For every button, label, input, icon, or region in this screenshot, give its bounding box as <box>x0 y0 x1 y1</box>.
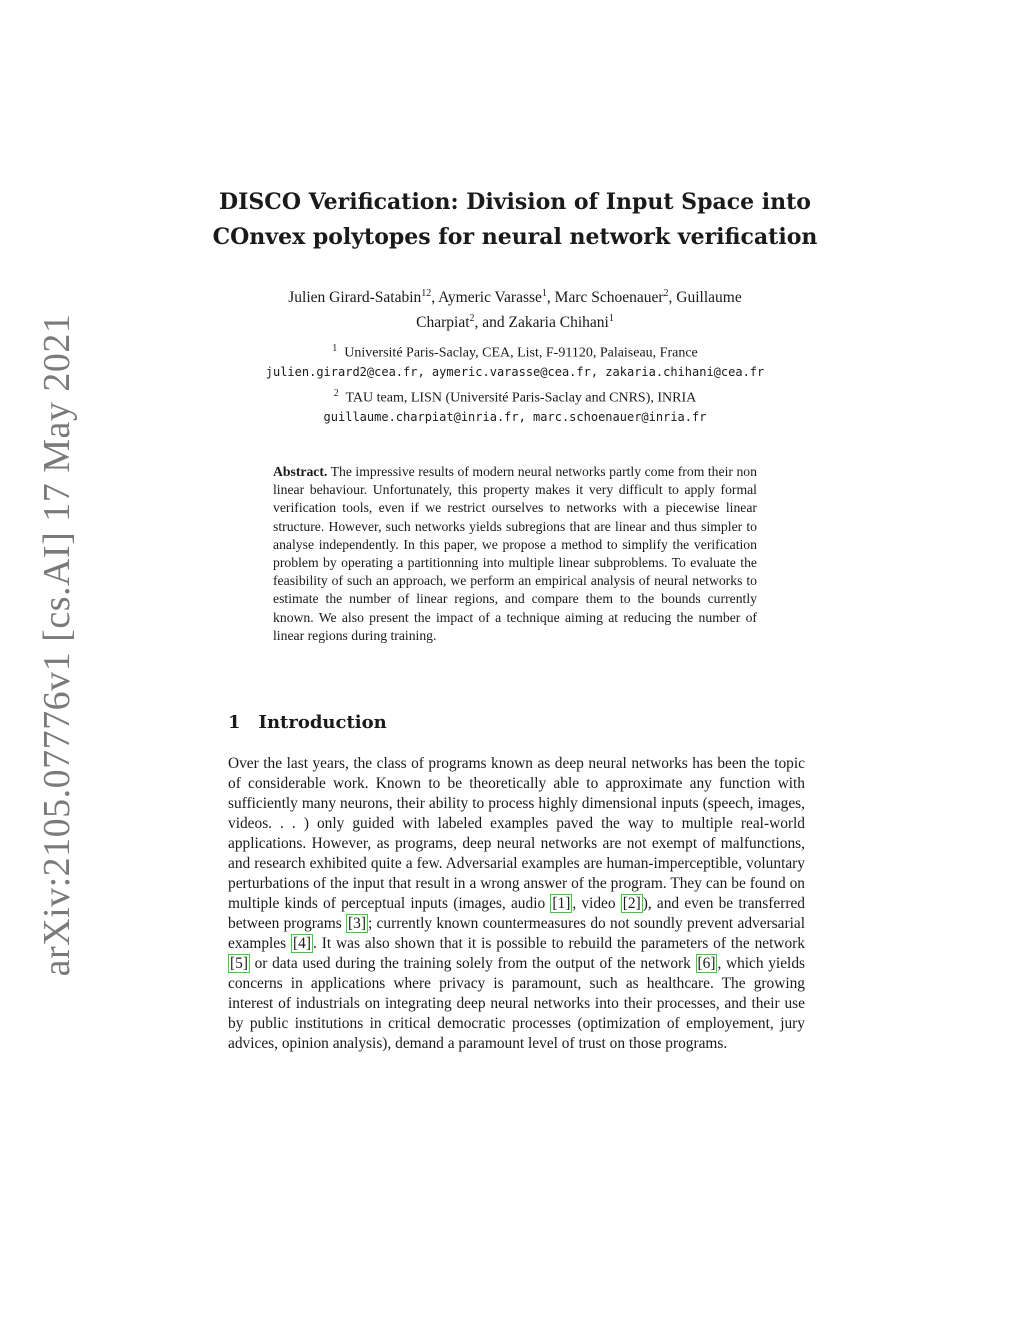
author-1-affil: 12 <box>421 288 432 299</box>
affiliation-1-marker: 1 <box>332 343 338 354</box>
affiliation-2-emails: guillaume.charpiat@inria.fr, marc.schoenauer@inria.fr <box>323 409 707 424</box>
author-4-first: , Guillaume <box>668 289 742 307</box>
author-5-affil: 1 <box>608 313 614 325</box>
affiliation-2-marker: 2 <box>333 388 339 399</box>
intro-text-4: ; currently known countermeasures do not soundly prevent adversarial examples <box>228 915 805 952</box>
section-title: Introduction <box>258 712 387 733</box>
author-3: , Marc Schoenauer <box>546 289 664 307</box>
citation-4[interactable]: [4] <box>293 935 311 952</box>
arxiv-identifier: arXiv:2105.07776v1 [cs.AI] 17 May 2021 <box>36 313 78 977</box>
intro-text-3: ), and even be transferred between programs <box>228 895 805 932</box>
citation-6[interactable]: [6] <box>697 955 716 972</box>
section-heading <box>228 712 387 733</box>
affiliation-2-text: TAU team, LISN (Université Paris-Saclay and CNRS), INRIA <box>345 390 697 406</box>
section-number: 1 <box>228 712 241 733</box>
author-list <box>230 283 800 333</box>
intro-text-6: or data used during the training solely from the output of the network <box>249 955 696 972</box>
title-line-2: COnvex polytopes for neural network verification <box>212 224 818 250</box>
author-2-affil: 1 <box>541 288 547 299</box>
citation-5[interactable]: [5] <box>230 955 248 972</box>
affiliation-1-text: Université Paris-Saclay, CEA, List, F-91120, Palaiseau, France <box>344 345 698 361</box>
title-line-1: DISCO Verification: Division of Input Space into <box>219 189 811 215</box>
paper-title <box>200 185 830 255</box>
citation-2[interactable]: [2] <box>622 895 641 912</box>
author-3-affil: 2 <box>663 288 669 299</box>
abstract <box>273 463 757 645</box>
intro-text-1: Over the last years, the class of programs known as deep neural networks has been the topic of considerable work. Known to be theoretically able to approximate any function with sufficiently many neurons, their ability to process highly dimensional inputs (speech, images, videos. . . ) only guided with labeled examples paved the way to multiple real-world applications. However, as programs, deep neural networks are not exempt of malfunctions, and research exhibited quite a few. Adversarial examples are human-imperceptible, voluntary perturbations of the input that result in a wrong answer of the program. They can be found on multiple kinds of perceptual inputs (images, audio <box>228 755 805 912</box>
author-2: , Aymeric Varasse <box>431 289 542 307</box>
abstract-label: Abstract. <box>273 464 328 479</box>
intro-text-5: . It was also shown that it is possible to rebuild the parameters of the network <box>312 935 806 952</box>
affiliation-1-emails: julien.girard2@cea.fr, aymeric.varasse@cea.fr, zakaria.chihani@cea.fr <box>265 364 765 379</box>
abstract-text: The impressive results of modern neural networks partly come from their non linear behaviour. Unfortunately, this property makes it very difficult to apply formal verification tools, even if we restrict ourselves to networks with a piecewise linear structure. However, such networks yields subregions that are linear and thus simpler to analyse independently. In this paper, we propose a method to simplify the verification problem by operating a partitionning into multiple linear subproblems. To evaluate the feasibility of such an approach, we perform an empirical analysis of neural networks to estimate the number of linear regions, and compare them to the bounds currently known. We also present the impact of a technique aiming at reducing the number of linear regions during training. <box>273 464 757 643</box>
citation-1[interactable]: [1] <box>552 895 571 912</box>
introduction-paragraph <box>228 754 805 1054</box>
intro-text-2: , video <box>572 895 621 912</box>
affiliation-1 <box>230 340 800 381</box>
citation-3[interactable]: [3] <box>348 915 366 932</box>
intro-text-7: , which yields concerns in applications where privacy is paramount, such as healthcare. The growing interest of industrials on integrating deep neural networks into their processes, and their use by public institutions in critical democratic processes (optimization of employement, jury advices, opinion analysis), demand a paramount level of trust on those programs. <box>228 955 806 1052</box>
affiliation-2 <box>230 385 800 426</box>
author-5: , and Zakaria Chihani <box>474 314 609 332</box>
author-4-last: Charpiat <box>416 314 470 332</box>
author-1: Julien Girard-Satabin <box>288 289 422 307</box>
author-4-affil: 2 <box>469 313 475 325</box>
